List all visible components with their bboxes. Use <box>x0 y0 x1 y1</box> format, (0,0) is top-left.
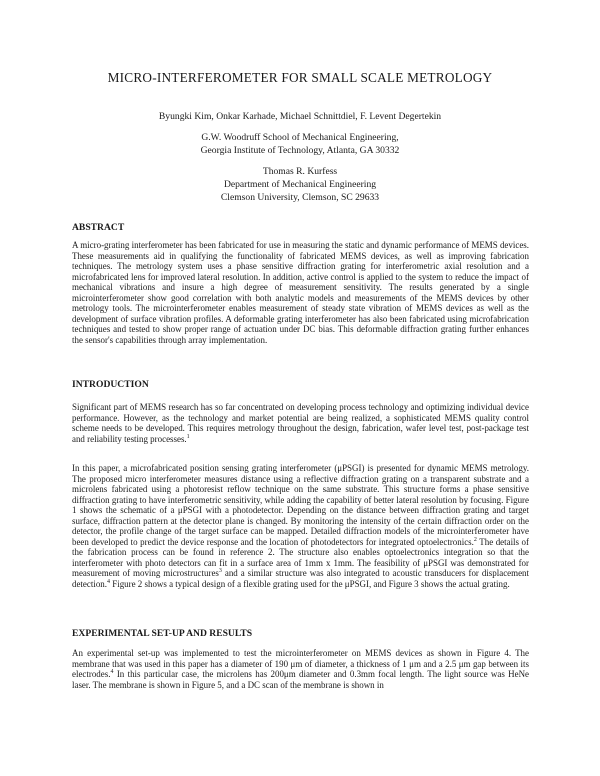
experimental-paragraph-1 <box>72 648 529 690</box>
affiliation-institution: Clemson University, Clemson, SC 29633 <box>220 191 380 203</box>
abstract-heading: ABSTRACT <box>72 222 125 233</box>
footnote-ref: 2 <box>473 536 477 543</box>
footnote-ref: 3 <box>218 568 222 575</box>
abstract-text: A micro-grating interferometer has been fabricated for use in measuring the static and dynamic performance of MEMS devices. These measurements aid in qualifying the functionality of fabricated MEMS devices, as well as improving fabrication techniques. The metrology system uses a phase sensitive diffraction grating for interferometric axial resolution and a microfabricated lens for improved lateral resolution. In addition, active control is applied to the system to reduce the impact of mechanical vibrations and insure a high degree of measurement sensitivity. The results generated by a single microinterferometer show good correlation with both analytic models and measurements of the MEMS devices by other metrology tools. The microinterferometer enables measurement of steady state vibration of MEMS devices as well as the development of surface vibration profiles. A deformable grating interferometer has also been fabricated using microfabrication techniques and tested to show proper range of actuation under DC bias. This deformable diffraction grating further enhances the sensor's capabilities through array implementation. <box>72 240 529 345</box>
author-list: Byungki Kim, Onkar Karhade, Michael Schnittdiel, F. Levent Degertekin <box>158 111 442 122</box>
paragraph-text: In this paper, a microfabricated position sensing grating interferometer (μPSGI) is presented for dynamic MEMS metrology. The proposed micro interferometer measures distance using a reflective diffraction grating on a transparent substrate and a microlens fabricated using a photoresist reflow technique on the same substrate. This structure forms a phase sensitive diffraction grating to have interferometric sensitivity, while adding the capability of better lateral resolution by focusing. Figure 1 shows the schematic of a μPSGI with a photodetector. Depending on the distance between diffraction grating and target surface, diffraction pattern at the detector plane is changed. By monitoring the intensity of the certain diffraction order on the detector, the profile change of the target surface can be mapped. Detailed diffraction models of the microinterferometer have been developed to predict the device response and the location of photodetectors for integrated optoelectronics. <box>72 463 529 547</box>
introduction-heading: INTRODUCTION <box>72 379 149 390</box>
footnote-ref: 4 <box>110 669 114 676</box>
introduction-paragraph-1 <box>72 402 529 444</box>
affiliation-dept: G.W. Woodruff School of Mechanical Engineering, <box>201 132 399 143</box>
paragraph-text: Figure 2 shows a typical design of a flexible grating used for the μPSGI, and Figure 3 shows the actual grating. <box>110 579 510 590</box>
affiliation-dept: Department of Mechanical Engineering <box>223 178 377 190</box>
affiliation-institution: Georgia Institute of Technology, Atlanta, GA 30332 <box>200 144 400 156</box>
paragraph-text: The details of the fabrication process can be found in reference 2. The structure also enables optoelectronics integration so that the interferometer with photo detectors can fit in a surface area of 1mm x 1mm. The feasibility of μPSGI was demonstrated for measurement of moving microstructures <box>72 536 529 579</box>
paragraph-text: and a similar structure was also integrated to acoustic transducers for displacement detection. <box>72 568 530 590</box>
footnote-ref: 4 <box>107 579 110 586</box>
paragraph-text: An experimental set-up was implemented to test the microinterferometer on MEMS devices as shown in Figure 4. The membrane that was used in this paper has a diameter of 190 μm of diameter, a thickness of 1 μm and a 2.5 μm gap between its electrodes. <box>72 648 529 680</box>
affiliation-clemson <box>0 166 600 204</box>
affiliation-author-name: Thomas R. Kurfess <box>262 166 338 177</box>
footnote-ref: 1 <box>186 433 190 440</box>
paper-title: MICRO-INTERFEROMETER FOR SMALL SCALE METROLOGY <box>107 70 493 85</box>
paragraph-text: Significant part of MEMS research has so far concentrated on developing process technology and optimizing individual device performance. However, as the technology and market potential are being realized, a sophisticated MEMS quality control scheme needs to be developed. This requires metrology throughout the design, fabrication, wafer level test, post-package test and reliability testing processes. <box>72 402 529 444</box>
experimental-heading: EXPERIMENTAL SET-UP AND RESULTS <box>72 628 253 639</box>
paragraph-text: In this particular case, the microlens has 200μm diameter and 0.3mm focal length. The light source was HeNe laser. The membrane is shown in Figure 5, and a DC scan of the membrane is shown in <box>72 669 529 690</box>
affiliation-georgia-tech <box>0 132 600 158</box>
introduction-paragraph-2 <box>72 463 529 590</box>
